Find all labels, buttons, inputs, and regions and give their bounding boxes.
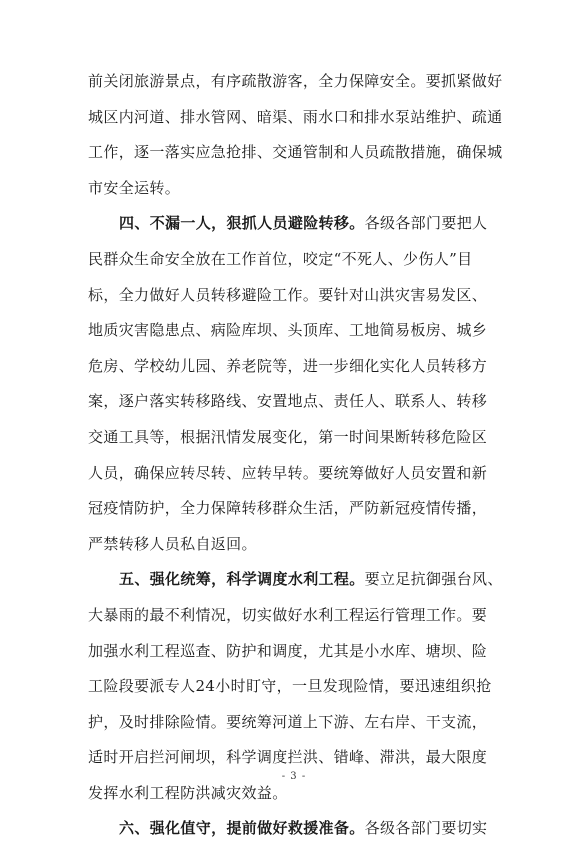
section-five-first-line [88, 562, 522, 598]
paragraph-line: 发挥水利工程防洪减灾效益。 [88, 783, 288, 802]
section-four-first-text: 各级各部门要把人 [364, 214, 488, 233]
paragraph-line: 加强水利工程巡查、防护和调度，尤其是小水库、塘坝、险 [88, 641, 488, 660]
paragraph-line: 护，及时排除险情。要统筹河道上下游、左右岸、干支流， [88, 712, 488, 731]
paragraph-line: 人员，确保应转尽转、应转早转。要统筹做好人员安置和新 [88, 463, 488, 482]
paragraph-line: 工险段要派专人24小时盯守，一旦发现险情，要迅速组织抢 [88, 677, 492, 696]
paragraph-line: 危房、学校幼儿园、养老院等，进一步细化实化人员转移方 [88, 356, 488, 375]
section-five-first-text: 要立足抗御强台风、 [364, 570, 503, 589]
page-number: - 3 - [281, 771, 307, 782]
paragraph-line: 市安全运转。 [88, 178, 181, 197]
body-text [88, 64, 522, 847]
paragraph-line: 地质灾害隐患点、病险库坝、头顶库、工地简易板房、城乡 [88, 321, 488, 340]
section-six-first-text: 各级各部门要切实 [364, 819, 488, 838]
paragraph-line: 冠疫情防护，全力保障转移群众生活，严防新冠疫情传播， [88, 499, 488, 518]
section-six-first-line [88, 811, 522, 847]
section-four-heading: 四、不漏一人，狠抓人员避险转移。 [119, 214, 365, 233]
paragraph-line: 工作，逐一落实应急抢排、交通管制和人员疏散措施，确保城 [88, 143, 503, 162]
paragraph-line: 适时开启拦河闸坝，科学调度拦洪、错峰、滞洪，最大限度 [88, 748, 488, 767]
paragraph-line: 大暴雨的最不利情况，切实做好水利工程运行管理工作。要 [88, 605, 488, 624]
paragraph-line: 城区内河道、排水管网、暗渠、雨水口和排水泵站维护、疏通 [88, 107, 503, 126]
paragraph-line: 交通工具等，根据汛情发展变化，第一时间果断转移危险区 [88, 427, 488, 446]
section-four-first-line [88, 206, 522, 242]
section-six-heading: 六、强化值守，提前做好救援准备。 [119, 819, 365, 838]
section-five-heading: 五、强化统筹，科学调度水利工程。 [119, 570, 365, 589]
paragraph-line: 前关闭旅游景点，有序疏散游客，全力保障安全。要抓紧做好 [88, 72, 503, 90]
paragraph-line: 标，全力做好人员转移避险工作。要针对山洪灾害易发区、 [88, 285, 488, 304]
paragraph-line: 严禁转移人员私自返回。 [88, 534, 257, 553]
paragraph-line: 案，逐户落实转移路线、安置地点、责任人、联系人、转移 [88, 392, 488, 411]
paragraph-line: 民群众生命安全放在工作首位，咬定“不死人、少伤人”目 [88, 249, 473, 268]
